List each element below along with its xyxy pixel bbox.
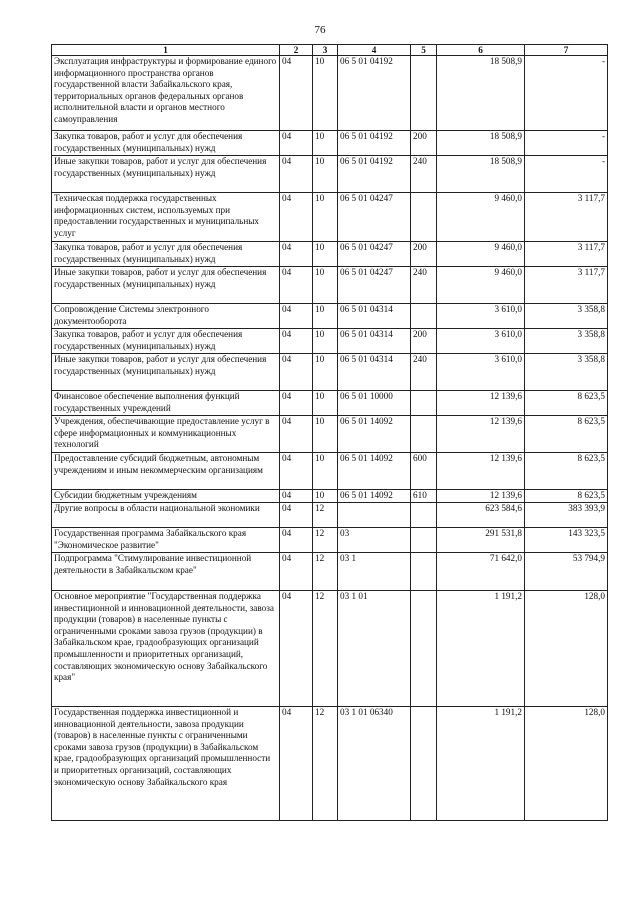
row-section: 04: [280, 329, 313, 354]
row-executed: 8 623,5: [525, 453, 608, 490]
row-name: Иные закупки товаров, работ и услуг для обеспечения государственных (муниципальных) нужд: [52, 354, 280, 391]
row-expense-type: [411, 553, 437, 591]
table-row: [52, 553, 608, 591]
row-subsection: 10: [313, 416, 338, 453]
row-expense-type: [411, 591, 437, 707]
row-target-code: 06 5 01 04192: [338, 156, 411, 193]
table-row: [52, 391, 608, 416]
row-executed: 8 623,5: [525, 391, 608, 416]
row-section: 04: [280, 503, 313, 528]
table-row: [52, 267, 608, 304]
row-target-code: 06 5 01 04247: [338, 242, 411, 267]
row-target-code: 06 5 01 14092: [338, 490, 411, 503]
row-executed: 128,0: [525, 707, 608, 821]
row-expense-type: [411, 304, 437, 329]
row-amount: 12 139,6: [437, 391, 525, 416]
row-target-code: 03 1 01 06340: [338, 707, 411, 821]
row-amount: 9 460,0: [437, 242, 525, 267]
row-subsection: 10: [313, 56, 338, 131]
row-expense-type: 610: [411, 490, 437, 503]
row-name: Подпрограмма "Стимулирование инвестиционной деятельности в Забайкальском крае": [52, 553, 280, 591]
row-expense-type: [411, 391, 437, 416]
table-row: [52, 354, 608, 391]
row-expense-type: [411, 193, 437, 242]
row-section: 04: [280, 453, 313, 490]
row-section: 04: [280, 56, 313, 131]
table-row: [52, 416, 608, 453]
column-header: 4: [338, 45, 411, 56]
row-target-code: 06 5 01 04247: [338, 267, 411, 304]
row-section: 04: [280, 354, 313, 391]
row-expense-type: 240: [411, 267, 437, 304]
table-row: [52, 707, 608, 821]
row-subsection: 12: [313, 503, 338, 528]
row-section: 04: [280, 707, 313, 821]
row-name: Предоставление субсидий бюджетным, автономным учреждениям и иным некоммерческим организациям: [52, 453, 280, 490]
column-header: 5: [411, 45, 437, 56]
row-subsection: 10: [313, 304, 338, 329]
row-section: 04: [280, 242, 313, 267]
row-expense-type: [411, 416, 437, 453]
row-executed: 3 117,7: [525, 242, 608, 267]
row-amount: 1 191,2: [437, 707, 525, 821]
column-header: 6: [437, 45, 525, 56]
row-executed: 8 623,5: [525, 416, 608, 453]
row-target-code: 06 5 01 04314: [338, 354, 411, 391]
row-amount: 12 139,6: [437, 453, 525, 490]
row-subsection: 10: [313, 329, 338, 354]
table-row: [52, 490, 608, 503]
row-name: Иные закупки товаров, работ и услуг для обеспечения государственных (муниципальных) нужд: [52, 156, 280, 193]
row-target-code: 06 5 01 04192: [338, 56, 411, 131]
row-expense-type: 240: [411, 354, 437, 391]
row-name: Субсидии бюджетным учреждениям: [52, 490, 280, 503]
row-amount: 12 139,6: [437, 416, 525, 453]
row-amount: 291 531,8: [437, 528, 525, 553]
row-executed: -: [525, 56, 608, 131]
row-executed: 3 358,8: [525, 304, 608, 329]
row-expense-type: 200: [411, 131, 437, 156]
row-amount: 9 460,0: [437, 267, 525, 304]
row-target-code: 06 5 01 14092: [338, 453, 411, 490]
row-section: 04: [280, 528, 313, 553]
row-executed: 3 358,8: [525, 329, 608, 354]
row-executed: 3 117,7: [525, 267, 608, 304]
table-row: [52, 453, 608, 490]
row-name: Сопровождение Системы электронного документооборота: [52, 304, 280, 329]
row-executed: 3 358,8: [525, 354, 608, 391]
row-target-code: 06 5 01 04192: [338, 131, 411, 156]
column-header: 7: [525, 45, 608, 56]
column-header: 1: [52, 45, 280, 56]
row-section: 04: [280, 490, 313, 503]
table-row: [52, 156, 608, 193]
table-header-row: [52, 45, 608, 56]
budget-table: [51, 44, 608, 821]
table-row: [52, 131, 608, 156]
page-number: 76: [314, 24, 326, 36]
row-amount: 3 610,0: [437, 329, 525, 354]
row-expense-type: 240: [411, 156, 437, 193]
row-subsection: 10: [313, 156, 338, 193]
row-subsection: 10: [313, 391, 338, 416]
column-header: 3: [313, 45, 338, 56]
table-row: [52, 193, 608, 242]
row-expense-type: [411, 56, 437, 131]
row-subsection: 10: [313, 267, 338, 304]
row-amount: 71 642,0: [437, 553, 525, 591]
row-section: 04: [280, 553, 313, 591]
row-executed: -: [525, 131, 608, 156]
row-name: Эксплуатация инфраструктуры и формирование единого информационного пространства органов государственной власти Забайкальского края, территориальных органов федеральных органов исполнительной власти и органов местного самоуправления: [52, 56, 280, 131]
row-name: Закупка товаров, работ и услуг для обеспечения государственных (муниципальных) нужд: [52, 242, 280, 267]
row-executed: -: [525, 156, 608, 193]
row-amount: 1 191,2: [437, 591, 525, 707]
row-executed: 53 794,9: [525, 553, 608, 591]
row-name: Финансовое обеспечение выполнения функций государственных учреждений: [52, 391, 280, 416]
row-amount: 18 508,9: [437, 56, 525, 131]
row-executed: 143 323,5: [525, 528, 608, 553]
row-section: 04: [280, 193, 313, 242]
row-expense-type: [411, 503, 437, 528]
row-section: 04: [280, 267, 313, 304]
row-section: 04: [280, 416, 313, 453]
row-name: Государственная программа Забайкальского края "Экономическое развитие": [52, 528, 280, 553]
row-target-code: 06 5 01 04247: [338, 193, 411, 242]
row-expense-type: [411, 707, 437, 821]
row-subsection: 10: [313, 453, 338, 490]
row-subsection: 12: [313, 553, 338, 591]
table-row: [52, 528, 608, 553]
row-subsection: 12: [313, 707, 338, 821]
table-row: [52, 329, 608, 354]
table-row: [52, 56, 608, 131]
row-target-code: 06 5 01 04314: [338, 329, 411, 354]
row-amount: 623 584,6: [437, 503, 525, 528]
table-row: [52, 591, 608, 707]
row-executed: 128,0: [525, 591, 608, 707]
row-subsection: 10: [313, 131, 338, 156]
table-row: [52, 503, 608, 528]
column-header: 2: [280, 45, 313, 56]
row-target-code: 03: [338, 528, 411, 553]
table-row: [52, 304, 608, 329]
row-amount: 3 610,0: [437, 354, 525, 391]
row-subsection: 10: [313, 242, 338, 267]
row-subsection: 10: [313, 490, 338, 503]
row-section: 04: [280, 131, 313, 156]
row-target-code: 03 1 01: [338, 591, 411, 707]
row-name: Иные закупки товаров, работ и услуг для обеспечения государственных (муниципальных) нужд: [52, 267, 280, 304]
row-expense-type: 200: [411, 242, 437, 267]
row-amount: 12 139,6: [437, 490, 525, 503]
row-executed: 3 117,7: [525, 193, 608, 242]
row-amount: 3 610,0: [437, 304, 525, 329]
row-target-code: 06 5 01 14092: [338, 416, 411, 453]
row-section: 04: [280, 304, 313, 329]
row-amount: 18 508,9: [437, 131, 525, 156]
row-name: Учреждения, обеспечивающие предоставление услуг в сфере информационных и коммуникационных технологий: [52, 416, 280, 453]
row-name: Государственная поддержка инвестиционной и инновационной деятельности, завоза продукции (товаров) в населенные пункты с ограниченными сроками завоза грузов (продукции) в Забайкальском крае, градообразующих организаций промышленности и приоритетных организаций, составляющих экономическую основу Забайкальского края: [52, 707, 280, 821]
row-subsection: 10: [313, 193, 338, 242]
row-name: Закупка товаров, работ и услуг для обеспечения государственных (муниципальных) нужд: [52, 329, 280, 354]
row-subsection: 12: [313, 528, 338, 553]
row-expense-type: 200: [411, 329, 437, 354]
row-name: Основное мероприятие "Государственная поддержка инвестиционной и инновационной деятельности, завоза продукции (товаров) в населенные пункты с ограниченными сроками завоза грузов (продукции) в Забайкальском крае, градообразующих организаций промышленности и приоритетных организаций, составляющих экономическую основу Забайкальского края": [52, 591, 280, 707]
row-name: Другие вопросы в области национальной экономики: [52, 503, 280, 528]
row-target-code: 06 5 01 10000: [338, 391, 411, 416]
row-amount: 9 460,0: [437, 193, 525, 242]
row-amount: 18 508,9: [437, 156, 525, 193]
row-name: Техническая поддержка государственных информационных систем, используемых при предоставлении государственных и муниципальных услуг: [52, 193, 280, 242]
row-name: Закупка товаров, работ и услуг для обеспечения государственных (муниципальных) нужд: [52, 131, 280, 156]
row-target-code: [338, 503, 411, 528]
row-subsection: 12: [313, 591, 338, 707]
row-expense-type: [411, 528, 437, 553]
row-executed: 383 393,9: [525, 503, 608, 528]
row-section: 04: [280, 391, 313, 416]
row-section: 04: [280, 156, 313, 193]
row-section: 04: [280, 591, 313, 707]
table-row: [52, 242, 608, 267]
row-expense-type: 600: [411, 453, 437, 490]
row-target-code: 06 5 01 04314: [338, 304, 411, 329]
row-subsection: 10: [313, 354, 338, 391]
row-executed: 8 623,5: [525, 490, 608, 503]
row-target-code: 03 1: [338, 553, 411, 591]
